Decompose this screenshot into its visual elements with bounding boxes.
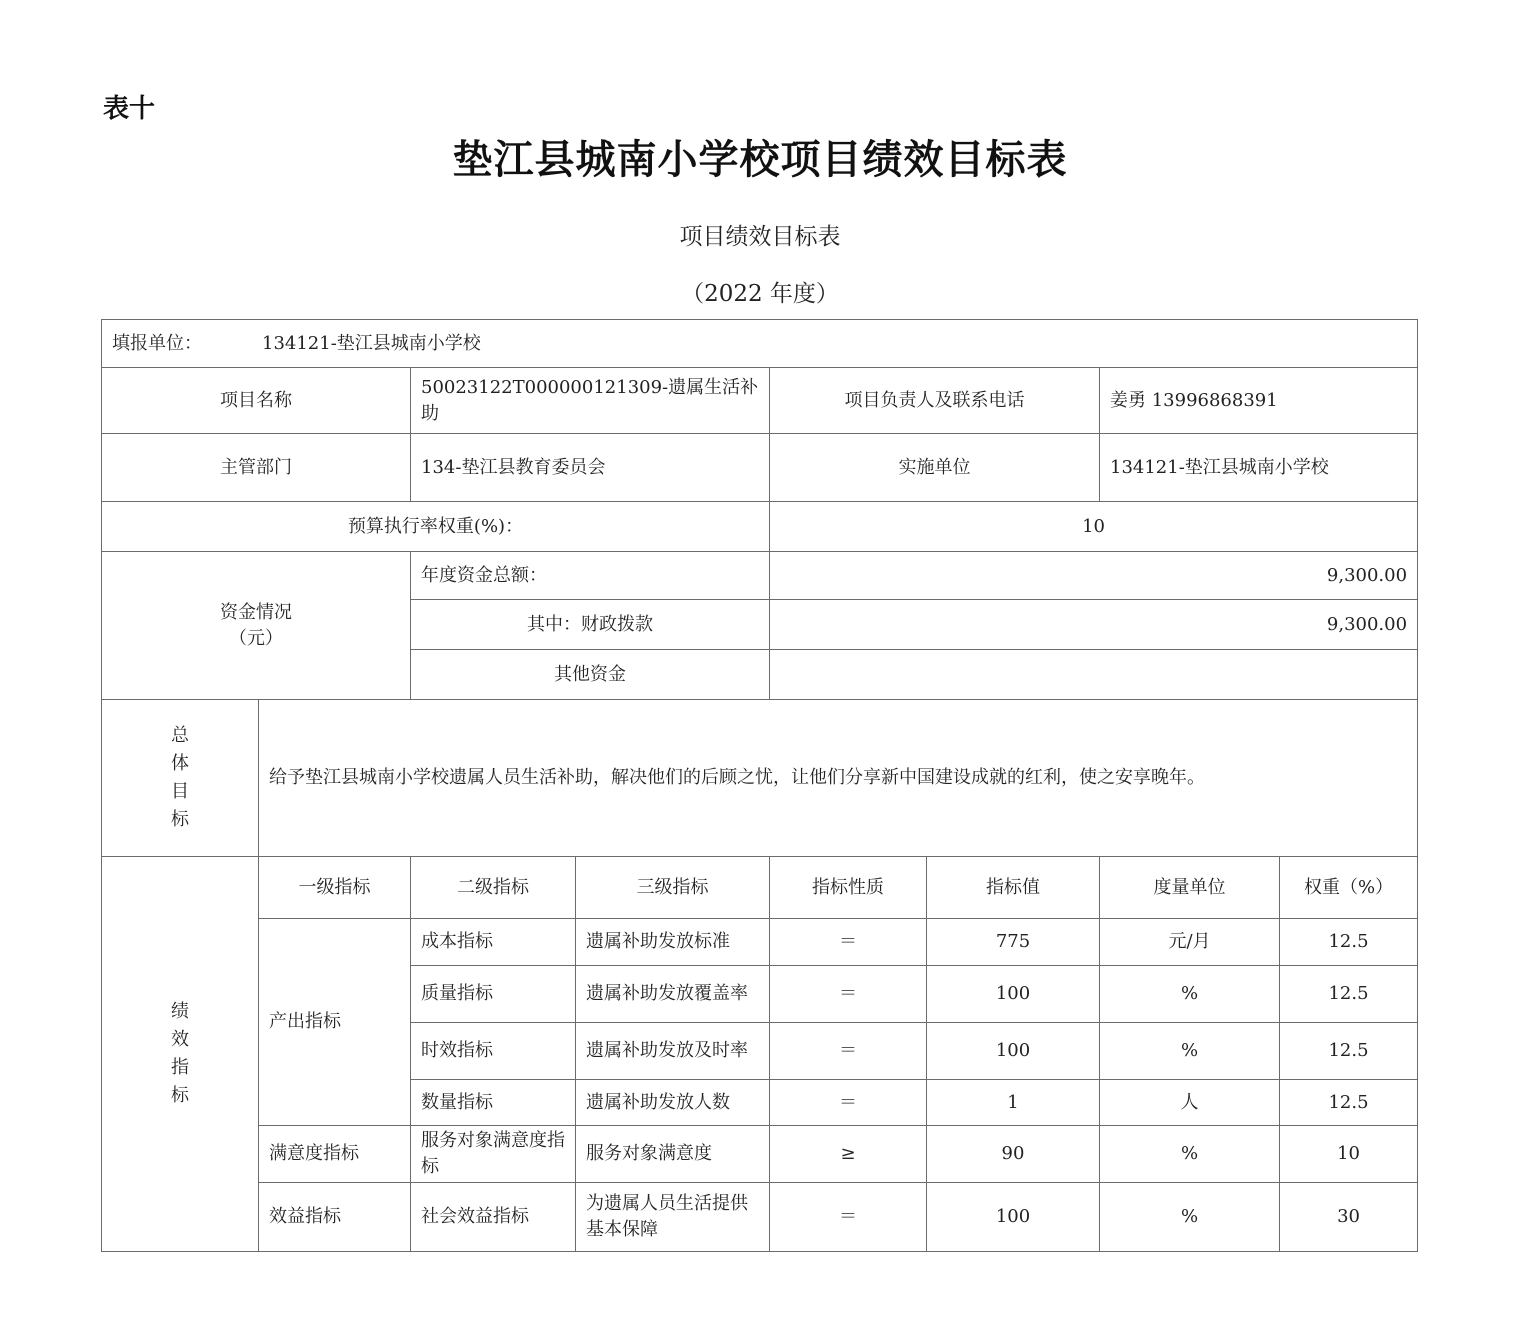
level2-indicator: 服务对象满意度指标 xyxy=(411,1126,576,1183)
indicator-nature: ＝ xyxy=(770,919,927,966)
group-benefit: 效益指标 xyxy=(259,1183,411,1252)
indicator-weight: 10 xyxy=(1280,1126,1418,1183)
budget-weight-label: 预算执行率权重(%)： xyxy=(102,502,770,552)
indicator-char: 效 xyxy=(171,1029,189,1050)
level3-indicator: 服务对象满意度 xyxy=(576,1126,770,1183)
funds-label xyxy=(102,552,411,700)
indicator-char: 绩 xyxy=(171,1001,189,1022)
reporting-unit-value: 134121-垫江县城南小学校 xyxy=(262,332,481,354)
indicator-nature: ＝ xyxy=(770,1023,927,1080)
indicator-char: 指 xyxy=(171,1057,189,1078)
project-name-label: 项目名称 xyxy=(102,368,411,434)
measure-unit: 元/月 xyxy=(1100,919,1280,966)
level3-indicator: 为遗属人员生活提供基本保障 xyxy=(576,1183,770,1252)
funds-label-line1: 资金情况 xyxy=(220,601,292,623)
indicator-value: 100 xyxy=(927,966,1100,1023)
goal-char: 标 xyxy=(171,809,189,830)
indicator-weight: 12.5 xyxy=(1280,1080,1418,1126)
other-funds-value xyxy=(770,650,1418,700)
indicator-value: 100 xyxy=(927,1023,1100,1080)
measure-unit: % xyxy=(1100,1183,1280,1252)
level3-indicator: 遗属补助发放覆盖率 xyxy=(576,966,770,1023)
column-header: 指标性质 xyxy=(770,857,927,919)
indicator-weight: 12.5 xyxy=(1280,919,1418,966)
table-row xyxy=(102,1126,1418,1183)
table-number: 表十 xyxy=(103,94,156,124)
performance-indicators-label xyxy=(102,857,259,1252)
indicator-value: 90 xyxy=(927,1126,1100,1183)
department-value: 134-垫江县教育委员会 xyxy=(411,434,770,502)
department-label: 主管部门 xyxy=(102,434,411,502)
fiscal-allocation-label: 其中：财政拨款 xyxy=(411,600,770,650)
column-header: 一级指标 xyxy=(259,857,411,919)
other-funds-label: 其他资金 xyxy=(411,650,770,700)
table-row xyxy=(102,919,1418,966)
column-header: 权重（%） xyxy=(1280,857,1418,919)
level3-indicator: 遗属补助发放标准 xyxy=(576,919,770,966)
indicator-nature: ＝ xyxy=(770,966,927,1023)
measure-unit: % xyxy=(1100,966,1280,1023)
implementing-unit-label: 实施单位 xyxy=(770,434,1100,502)
column-header: 三级指标 xyxy=(576,857,770,919)
indicator-char: 标 xyxy=(171,1085,189,1106)
level2-indicator: 数量指标 xyxy=(411,1080,576,1126)
level2-indicator: 社会效益指标 xyxy=(411,1183,576,1252)
group-satisfaction: 满意度指标 xyxy=(259,1126,411,1183)
indicator-value: 100 xyxy=(927,1183,1100,1252)
project-manager-label: 项目负责人及联系电话 xyxy=(770,368,1100,434)
indicator-weight: 30 xyxy=(1280,1183,1418,1252)
measure-unit: 人 xyxy=(1100,1080,1280,1126)
goal-char: 总 xyxy=(171,725,189,746)
fiscal-year: （2022 年度） xyxy=(681,281,839,307)
indicator-weight: 12.5 xyxy=(1280,966,1418,1023)
group-output: 产出指标 xyxy=(259,919,411,1126)
table-subtitle: 项目绩效目标表 xyxy=(679,224,841,250)
budget-weight-value: 10 xyxy=(770,502,1418,552)
level3-indicator: 遗属补助发放人数 xyxy=(576,1080,770,1126)
annual-total-label: 年度资金总额： xyxy=(411,552,770,600)
project-manager-value: 姜勇 13996868391 xyxy=(1100,368,1418,434)
level2-indicator: 成本指标 xyxy=(411,919,576,966)
funds-label-line2: （元） xyxy=(229,627,283,649)
indicator-nature: ＝ xyxy=(770,1080,927,1126)
goal-char: 目 xyxy=(171,781,189,802)
performance-target-table xyxy=(101,319,1418,1252)
table-row xyxy=(102,1183,1418,1252)
goal-char: 体 xyxy=(171,753,189,774)
indicator-value: 775 xyxy=(927,919,1100,966)
implementing-unit-value: 134121-垫江县城南小学校 xyxy=(1100,434,1418,502)
indicator-nature: ＝ xyxy=(770,1183,927,1252)
level2-indicator: 时效指标 xyxy=(411,1023,576,1080)
project-name-value: 50023122T000000121309-遗属生活补助 xyxy=(411,368,770,434)
indicator-nature: ≥ xyxy=(770,1126,927,1183)
column-header: 二级指标 xyxy=(411,857,576,919)
reporting-unit-cell xyxy=(102,320,1418,368)
indicator-weight: 12.5 xyxy=(1280,1023,1418,1080)
overall-goal-text: 给予垫江县城南小学校遗属人员生活补助，解决他们的后顾之忧，让他们分享新中国建设成就的红利，使之安享晚年。 xyxy=(259,700,1418,857)
overall-goal-label xyxy=(102,700,259,857)
measure-unit: % xyxy=(1100,1126,1280,1183)
measure-unit: % xyxy=(1100,1023,1280,1080)
indicator-value: 1 xyxy=(927,1080,1100,1126)
column-header: 度量单位 xyxy=(1100,857,1280,919)
reporting-unit-label: 填报单位： xyxy=(112,332,202,354)
page-title: 垫江县城南小学校项目绩效目标表 xyxy=(452,136,1068,183)
annual-total-value: 9,300.00 xyxy=(770,552,1418,600)
fiscal-allocation-value: 9,300.00 xyxy=(770,600,1418,650)
level2-indicator: 质量指标 xyxy=(411,966,576,1023)
level3-indicator: 遗属补助发放及时率 xyxy=(576,1023,770,1080)
column-header: 指标值 xyxy=(927,857,1100,919)
